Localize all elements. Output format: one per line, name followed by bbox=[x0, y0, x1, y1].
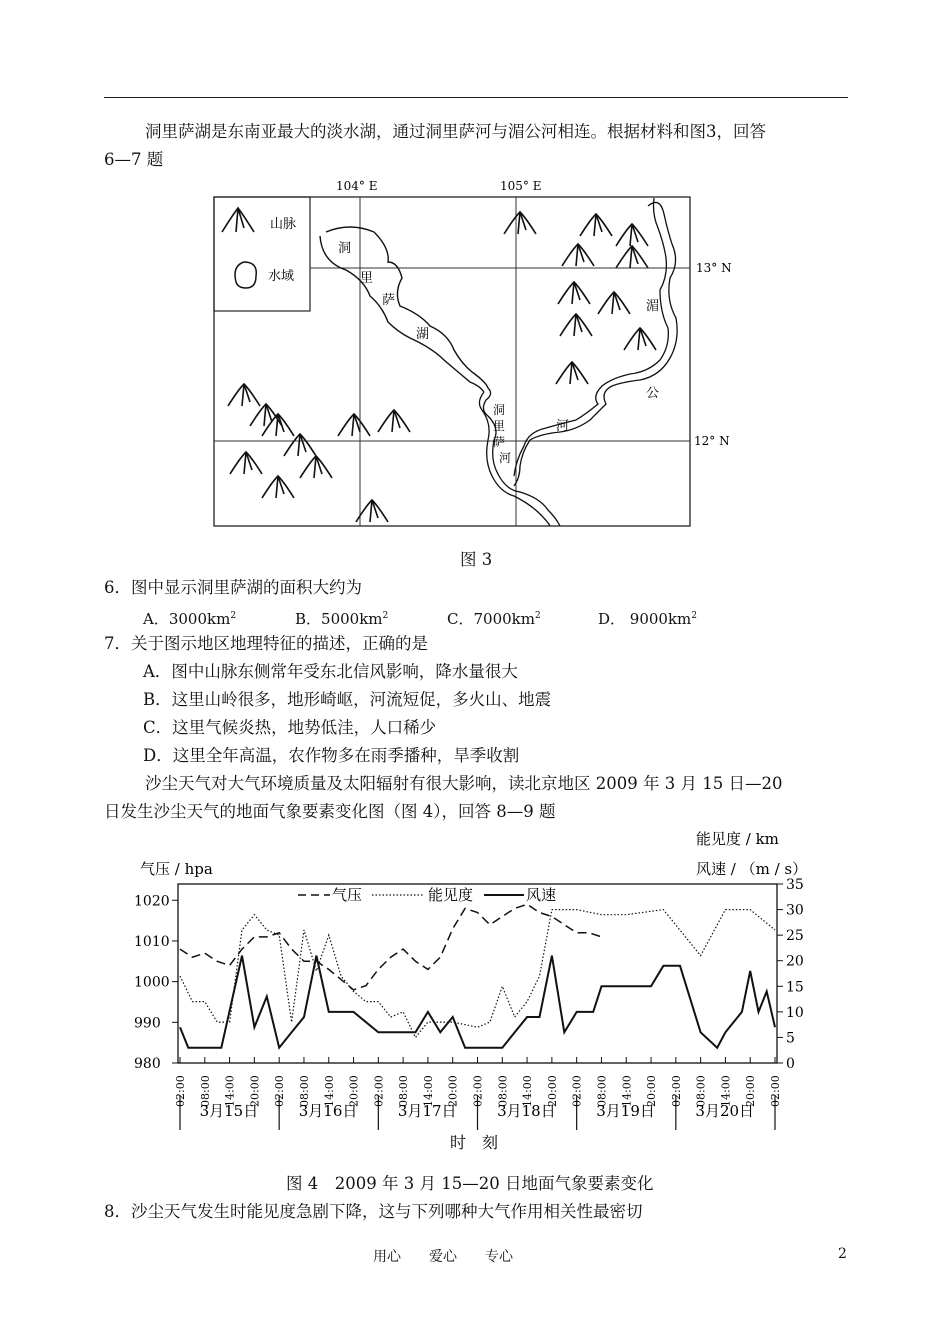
right-tick-label: 30 bbox=[786, 902, 804, 919]
right-tick-label: 5 bbox=[786, 1030, 795, 1047]
plot-frame bbox=[178, 884, 777, 1063]
day-label: 3月16日 bbox=[298, 1102, 358, 1120]
question-7-stem: 7．关于图示地区地理特征的描述，正确的是 bbox=[104, 634, 428, 653]
mountain-icon bbox=[616, 246, 648, 268]
figure-3-caption: 图 3 bbox=[460, 550, 493, 569]
mountain-icon bbox=[556, 362, 588, 384]
legend-visibility-label: 能见度 bbox=[428, 886, 474, 904]
x-axis-label: 时 刻 bbox=[450, 1133, 499, 1152]
mekong-char-2: 公 bbox=[646, 386, 660, 401]
x-tick-label: 14:00 bbox=[620, 1075, 634, 1107]
x-tick-label: 08:00 bbox=[198, 1075, 212, 1107]
day-label: 3月15日 bbox=[199, 1102, 259, 1120]
right-axis-label-2: 风速 / （m / s） bbox=[696, 860, 808, 878]
mountain-icon bbox=[378, 410, 410, 432]
x-tick-label: 20:00 bbox=[446, 1075, 460, 1107]
x-tick-label: 02:00 bbox=[471, 1075, 485, 1107]
x-tick-label: 08:00 bbox=[496, 1075, 510, 1107]
x-tick-label: 20:00 bbox=[248, 1075, 262, 1107]
legend-mountain-label: 山脉 bbox=[270, 217, 297, 232]
q6-option-a: A．$3000km^2$ bbox=[143, 610, 237, 628]
right-tick-label: 20 bbox=[786, 953, 804, 970]
q7-option-a: A．图中山脉东侧常年受东北信风影响，降水量很大 bbox=[143, 662, 518, 681]
mountain-icon bbox=[560, 314, 592, 336]
chart-figure-4 bbox=[0, 820, 950, 1170]
lon-label-105: 105° E bbox=[500, 179, 542, 193]
left-tick-label: 990 bbox=[134, 1015, 161, 1032]
series-line-能见度 bbox=[180, 910, 775, 1038]
legend-pressure-label: 气压 bbox=[332, 886, 363, 904]
day-label: 3月20日 bbox=[695, 1102, 755, 1120]
mountain-icon bbox=[616, 224, 648, 246]
mountain-icon bbox=[504, 212, 536, 234]
x-tick-label: 20:00 bbox=[347, 1075, 361, 1107]
right-tick-label: 10 bbox=[786, 1004, 804, 1021]
right-tick-label: 15 bbox=[786, 979, 804, 996]
lake-char-1: 洞 bbox=[338, 241, 352, 256]
left-axis-label: 气压 / hpa bbox=[140, 860, 213, 878]
page-number: 2 bbox=[838, 1246, 847, 1262]
x-tick-label: 14:00 bbox=[322, 1075, 336, 1107]
river-char-1: 洞 bbox=[493, 403, 506, 417]
x-tick-label: 02:00 bbox=[769, 1075, 782, 1107]
lat-label-13: 13° N bbox=[696, 261, 732, 275]
mountain-icon bbox=[284, 434, 316, 456]
x-tick-label: 20:00 bbox=[744, 1075, 758, 1107]
intro-paragraph-1-cont: 6—7 题 bbox=[104, 150, 164, 169]
x-tick-label: 14:00 bbox=[719, 1075, 733, 1107]
series-line-气压 bbox=[180, 904, 602, 990]
mountain-icon bbox=[580, 214, 612, 236]
river-char-4: 河 bbox=[499, 451, 512, 465]
right-axis-label-1: 能见度 / km bbox=[696, 830, 779, 848]
mountain-icon bbox=[228, 384, 260, 406]
day-label: 3月19日 bbox=[596, 1102, 655, 1120]
legend-water-icon bbox=[235, 262, 256, 288]
x-tick-label: 20:00 bbox=[545, 1075, 559, 1107]
river-char-3: 萨 bbox=[493, 435, 506, 449]
mountain-icon bbox=[262, 476, 294, 498]
x-tick-label: 08:00 bbox=[297, 1075, 311, 1107]
left-tick-label: 980 bbox=[134, 1056, 161, 1072]
x-tick-label: 02:00 bbox=[669, 1075, 683, 1107]
footer-motto: 用心 爱心 专心 bbox=[373, 1249, 513, 1265]
mountain-icon bbox=[562, 244, 594, 266]
map-frame bbox=[214, 197, 690, 526]
question-8-stem: 8．沙尘天气发生时能见度急剧下降，这与下列哪种大气作用相关性最密切 bbox=[104, 1202, 643, 1221]
mekong-river bbox=[514, 198, 677, 486]
x-tick-label: 14:00 bbox=[521, 1075, 535, 1107]
mekong-char-1: 湄 bbox=[646, 299, 660, 314]
legend-water-label: 水域 bbox=[268, 269, 295, 284]
x-tick-label: 02:00 bbox=[570, 1075, 584, 1107]
left-tick-label: 1010 bbox=[134, 933, 170, 950]
lake-char-3: 萨 bbox=[382, 293, 396, 308]
map-legend-box bbox=[214, 197, 310, 311]
x-tick-label: 14:00 bbox=[421, 1075, 435, 1107]
lat-label-12: 12° N bbox=[694, 434, 730, 448]
legend-mountain-icon bbox=[222, 208, 254, 232]
mekong-char-3: 河 bbox=[556, 419, 570, 434]
x-tick-label: 08:00 bbox=[397, 1075, 411, 1107]
mountain-icon bbox=[598, 292, 630, 314]
mountain-icon bbox=[230, 452, 262, 474]
left-tick-label: 1020 bbox=[134, 893, 170, 910]
mountain-icon bbox=[624, 328, 656, 350]
intro-paragraph-2: 沙尘天气对大气环境质量及太阳辐射有很大影响，读北京地区 2009 年 3 月 15 日—20 bbox=[145, 774, 783, 793]
mountain-icon bbox=[300, 456, 332, 478]
mountain-icon bbox=[338, 414, 370, 436]
q7-option-c: C．这里气候炎热，地势低洼，人口稀少 bbox=[143, 718, 437, 737]
series-line-风速 bbox=[180, 956, 775, 1048]
day-label: 3月17日 bbox=[397, 1102, 457, 1120]
lon-label-104: 104° E bbox=[336, 179, 378, 193]
figure-4-caption: 图 4 2009 年 3 月 15—20 日地面气象要素变化 bbox=[286, 1174, 654, 1193]
lake-char-2: 里 bbox=[360, 271, 374, 286]
intro-paragraph-2-cont: 日发生沙尘天气的地面气象要素变化图（图 4），回答 8—9 题 bbox=[104, 802, 556, 821]
lake-char-4: 湖 bbox=[416, 327, 430, 342]
q7-option-d: D．这里全年高温，农作物多在雨季播种，旱季收割 bbox=[143, 746, 520, 765]
day-label: 3月18日 bbox=[497, 1102, 556, 1120]
x-tick-label: 08:00 bbox=[694, 1075, 708, 1107]
right-tick-label: 0 bbox=[786, 1056, 795, 1072]
question-6-stem: 6．图中显示洞里萨湖的面积大约为 bbox=[104, 578, 362, 597]
x-tick-label: 02:00 bbox=[372, 1075, 386, 1107]
right-tick-label: 25 bbox=[786, 928, 804, 945]
q6-option-c: C．$7000km^2$ bbox=[447, 610, 541, 628]
legend-wind-label: 风速 bbox=[526, 886, 557, 904]
q6-option-b: B．$5000km^2$ bbox=[295, 610, 389, 628]
q7-option-b: B．这里山岭很多，地形崎岖，河流短促，多火山、地震 bbox=[143, 690, 552, 709]
x-tick-label: 02:00 bbox=[273, 1075, 287, 1107]
river-char-2: 里 bbox=[493, 419, 506, 433]
x-tick-label: 02:00 bbox=[174, 1075, 187, 1107]
tonle-sap-river bbox=[479, 388, 560, 526]
q6-option-d: D． $9000km^2$ bbox=[598, 610, 698, 628]
intro-paragraph-1: 洞里萨湖是东南亚最大的淡水湖，通过洞里萨河与湄公河相连。根据材料和图3，回答 bbox=[145, 122, 766, 141]
left-tick-label: 1000 bbox=[134, 974, 170, 991]
x-tick-label: 20:00 bbox=[645, 1075, 659, 1107]
map-figure-3 bbox=[0, 0, 950, 560]
x-tick-label: 08:00 bbox=[595, 1075, 609, 1107]
right-tick-label: 35 bbox=[786, 877, 804, 893]
mountain-icon bbox=[558, 282, 590, 304]
mountain-icon bbox=[262, 414, 294, 436]
mountain-icon bbox=[356, 500, 388, 522]
x-tick-label: 14:00 bbox=[223, 1075, 237, 1107]
mountain-symbols bbox=[228, 212, 656, 522]
